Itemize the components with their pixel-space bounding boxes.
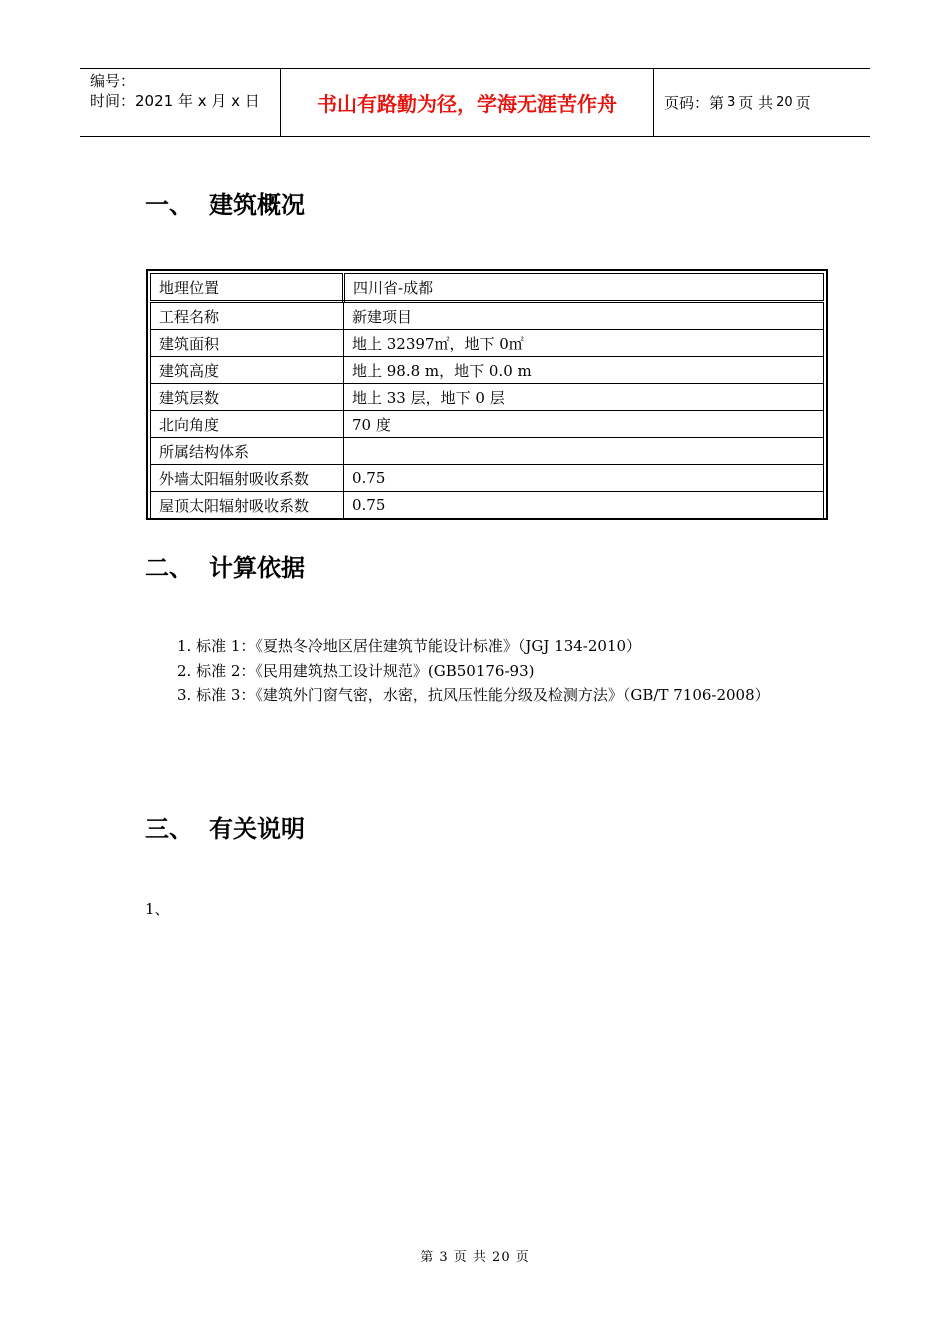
section-heading-overview [145, 190, 305, 220]
table-cell-key: 地理位置 [151, 274, 344, 302]
header-page-suffix: 页 [795, 94, 811, 112]
table-cell-value: 0.75 [344, 492, 824, 519]
list-item: 1. 标准 1：《夏热冬冷地区居住建筑节能设计标准》（JGJ 134-2010） [177, 637, 642, 655]
section-number: 一、 [145, 191, 193, 219]
standards-list [177, 634, 817, 708]
table-cell-value: 新建项目 [344, 302, 824, 330]
overview-table-frame [146, 269, 828, 520]
table-row [151, 411, 824, 438]
page-footer: 第 3 页 共 20 页 [420, 1250, 530, 1265]
table-row [151, 465, 824, 492]
table-cell-value [344, 438, 824, 465]
table-cell-value: 地上 98.8 m，地下 0.0 m [344, 357, 824, 384]
section-heading-notes [145, 814, 305, 844]
table-cell-key: 屋顶太阳辐射吸收系数 [151, 492, 344, 519]
table-cell-key: 建筑面积 [151, 330, 344, 357]
page-header [80, 68, 870, 137]
table-cell-key: 工程名称 [151, 302, 344, 330]
header-motto: 书山有路勤为径，学海无涯苦作舟 [281, 69, 654, 136]
table-cell-key: 北向角度 [151, 411, 344, 438]
table-cell-key: 建筑层数 [151, 384, 344, 411]
table-row [151, 384, 824, 411]
table-row [151, 357, 824, 384]
header-page-total: 20 [776, 95, 793, 110]
header-page-mid: 页 共 [738, 94, 774, 112]
section-title: 建筑概况 [209, 191, 305, 219]
header-page-info [654, 69, 870, 136]
note-item: 1、 [145, 900, 170, 918]
header-meta [80, 69, 281, 136]
table-row [151, 302, 824, 330]
table-row [151, 274, 824, 302]
section-number: 二、 [145, 554, 193, 582]
header-page-current: 3 [727, 95, 736, 110]
header-number-label: 编号： [90, 72, 136, 90]
header-page-prefix: 页码：第 [664, 94, 725, 112]
table-row [151, 330, 824, 357]
table-cell-value: 地上 32397㎡，地下 0㎡ [344, 330, 824, 357]
table-cell-key: 所属结构体系 [151, 438, 344, 465]
table-cell-value: 四川省-成都 [344, 274, 824, 302]
table-cell-value: 0.75 [344, 465, 824, 492]
section-title: 计算依据 [209, 554, 305, 582]
table-row [151, 438, 824, 465]
list-item: 3. 标准 3：《建筑外门窗气密，水密，抗风压性能分级及检测方法》（GB/T 7106-2008） [177, 686, 770, 704]
list-item: 2. 标准 2：《民用建筑热工设计规范》(GB50176-93) [177, 661, 535, 680]
table-cell-value: 70 度 [344, 411, 824, 438]
table-cell-value: 地上 33 层，地下 0 层 [344, 384, 824, 411]
header-time-label: 时间：2021 年 x 月 x 日 [90, 92, 260, 110]
table-cell-key: 外墙太阳辐射吸收系数 [151, 465, 344, 492]
table-row [151, 492, 824, 519]
section-title: 有关说明 [209, 815, 305, 843]
table-cell-key: 建筑高度 [151, 357, 344, 384]
section-heading-basis [145, 553, 305, 583]
section-number: 三、 [145, 815, 193, 843]
overview-table [150, 273, 824, 519]
